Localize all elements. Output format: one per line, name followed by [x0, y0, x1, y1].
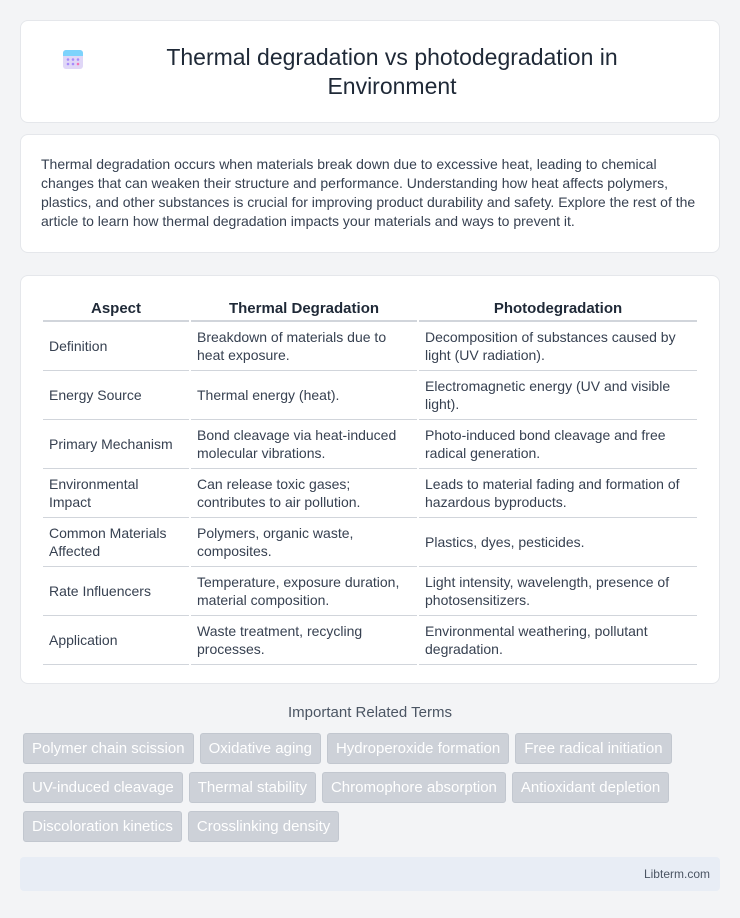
header-thermal: Thermal Degradation — [191, 297, 417, 322]
page-title: Thermal degradation vs photodegradation in Environment — [166, 43, 618, 99]
term-tag[interactable]: Discoloration kinetics — [23, 811, 182, 842]
term-tag[interactable]: Chromophore absorption — [322, 772, 506, 803]
row-aspect: Energy Source — [43, 371, 189, 420]
title-row — [61, 43, 679, 101]
term-tag[interactable]: Free radical initiation — [515, 733, 671, 764]
row-photo: Electromagnetic energy (UV and visible light). — [419, 371, 697, 420]
row-thermal: Temperature, exposure duration, material composition. — [191, 567, 417, 616]
row-aspect: Environmental Impact — [43, 469, 189, 518]
row-thermal: Bond cleavage via heat-induced molecular vibrations. — [191, 420, 417, 469]
table-row — [43, 420, 697, 469]
related-terms-title: Important Related Terms — [288, 704, 452, 721]
term-tag[interactable]: UV-induced cleavage — [23, 772, 183, 803]
term-tag[interactable]: Oxidative aging — [200, 733, 321, 764]
row-aspect: Common Materials Affected — [43, 518, 189, 567]
term-tag[interactable]: Antioxidant depletion — [512, 772, 669, 803]
table-header-row — [43, 297, 697, 322]
header-aspect: Aspect — [43, 297, 189, 322]
related-terms-section — [20, 704, 720, 850]
comparison-table — [41, 297, 699, 665]
header-photo: Photodegradation — [419, 297, 697, 322]
row-aspect: Definition — [43, 322, 189, 371]
intro-paragraph: Thermal degradation occurs when materials break down due to excessive heat, leading to chemical changes that can weaken their structure and performance. Understanding how heat affects polymers, plastics, and other substances is crucial for improving product durability and safety. Explore the rest of the article to learn how thermal degradation impacts your materials and ways to prevent it. — [41, 156, 696, 229]
table-row — [43, 518, 697, 567]
table-row — [43, 567, 697, 616]
table-row — [43, 616, 697, 665]
row-thermal: Breakdown of materials due to heat exposure. — [191, 322, 417, 371]
row-photo: Decomposition of substances caused by light (UV radiation). — [419, 322, 697, 371]
row-thermal: Waste treatment, recycling processes. — [191, 616, 417, 665]
table-row — [43, 469, 697, 518]
row-photo: Photo-induced bond cleavage and free radical generation. — [419, 420, 697, 469]
row-aspect: Application — [43, 616, 189, 665]
row-thermal: Polymers, organic waste, composites. — [191, 518, 417, 567]
table-row — [43, 322, 697, 371]
term-tag[interactable]: Thermal stability — [189, 772, 316, 803]
footer-site-link[interactable]: Libterm.com — [643, 867, 710, 881]
row-aspect: Primary Mechanism — [43, 420, 189, 469]
footer — [20, 857, 720, 891]
related-terms-list — [20, 733, 720, 850]
comparison-card — [20, 275, 720, 684]
row-photo: Plastics, dyes, pesticides. — [419, 518, 697, 567]
row-thermal: Can release toxic gases; contributes to air pollution. — [191, 469, 417, 518]
table-row — [43, 371, 697, 420]
calendar-grid-icon — [61, 47, 85, 71]
row-thermal: Thermal energy (heat). — [191, 371, 417, 420]
row-photo: Light intensity, wavelength, presence of photosensitizers. — [419, 567, 697, 616]
term-tag[interactable]: Crosslinking density — [188, 811, 339, 842]
intro-card — [20, 134, 720, 253]
term-tag[interactable]: Hydroperoxide formation — [327, 733, 509, 764]
title-card — [20, 20, 720, 123]
row-aspect: Rate Influencers — [43, 567, 189, 616]
row-photo: Environmental weathering, pollutant degradation. — [419, 616, 697, 665]
row-photo: Leads to material fading and formation of hazardous byproducts. — [419, 469, 697, 518]
term-tag[interactable]: Polymer chain scission — [23, 733, 194, 764]
